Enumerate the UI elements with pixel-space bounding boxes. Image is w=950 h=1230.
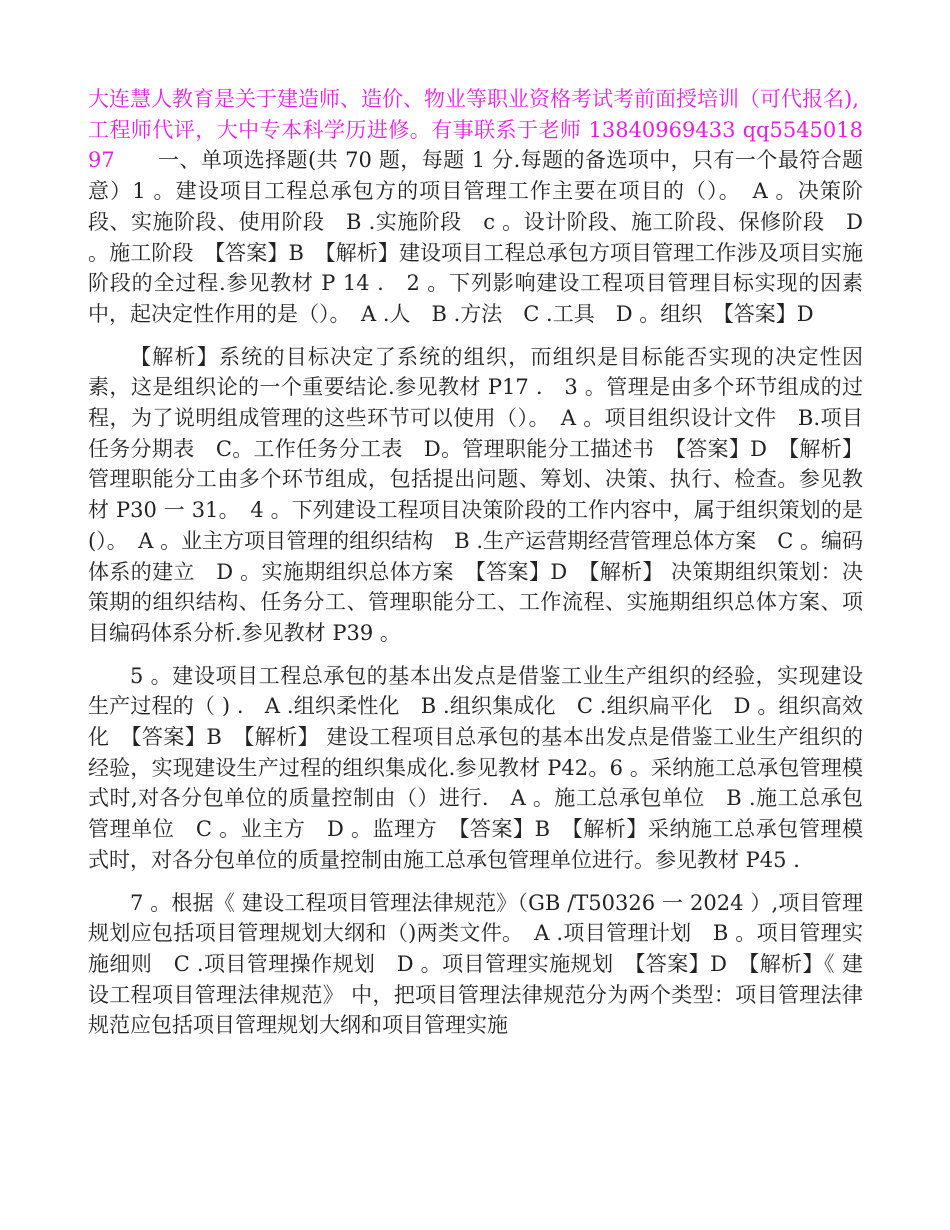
question-paragraph-2: 【解析】系统的目标决定了系统的组织，而组织是目标能否实现的决定性因素，这是组织论的一个重要结论.参见教材 P17 . 3 。管理是由多个环节组成的过程，为了说明组成管理的这些环节可以使用（）。 A 。项目组织设计文件 B.项目任务分期表 C。工作任务分工表 D。管理职能分工描述书 【答案】D 【解析】管理职能分工由多个环节组成，包括提出问题、筹划、决策、执行、检查。参见教材 P30 一 31。 4 。下列建设工程项目决策阶段的工作内容中，属于组织策划的是(）。 A 。业主方项目管理的组织结构 B .生产运营期经营管理总体方案 C 。编码体系的建立 D 。实施期组织总体方案 【答案】D 【解析】 决策期组织策划：决策期的组织结构、任务分工、管理职能分工、工作流程、实施期组织总体方案、项目编码体系分析.参见教材 P39 。	[88, 344, 863, 645]
intro-paragraph	[88, 84, 863, 330]
ad-line-1: 大连慧人教育是关于建造师、造价、物业等职业资格考试考前面授培训（可代报名),	[88, 87, 859, 111]
question-paragraph-3: 5 。建设项目工程总承包的基本出发点是借鉴工业生产组织的经验，实现建设生产过程的（ ) . A .组织柔性化 B .组织集成化 C .组织扁平化 D 。组织高效化 【答案】B 【解析】 建设工程项目总承包的基本出发点是借鉴工业生产组织的经验，实现建设生产过程的组织集成化.参见教材 P42。6 。采纳施工总承包管理模式时,对各分包单位的质量控制由（）进行. A 。施工总承包单位 B .施工总承包管理单位 C 。业主方 D 。监理方 【答案】B 【解析】采纳施工总承包管理模式时，对各分包单位的质量控制由施工总承包管理单位进行。参见教材 P45 .	[88, 663, 863, 872]
document-page	[88, 84, 863, 1041]
question-text-1: 一、单项选择题(共 70 题，每题 1 分.每题的备选项中，只有一个最符合题意）1 。建设项目工程总承包方的项目管理工作主要在项目的（）。 A 。决策阶段、实施阶段、使用阶段 B .实施阶段 c 。设计阶段、施工阶段、保修阶段 D 。施工阶段 【答案】B 【解析】建设项目工程总承包方项目管理工作涉及项目实施阶段的全过程.参见教材 P 14 . 2 。下列影响建设工程项目管理目标实现的因素中，起决定性作用的是（）。 A .人 B .方法 C .工具 D 。组织 【答案】D	[88, 148, 863, 326]
question-paragraph-4: 7 。根据《 建设工程项目管理法律规范》（GB /T50326 一 2024 ）,项目管理规划应包括项目管理规划大纲和（)两类文件。 A .项目管理计划 B 。项目管理实施细则 C .项目管理操作规划 D 。项目管理实施规划 【答案】D 【解析】《 建设工程项目管理法律规范》 中，把项目管理法律规范分为两个类型：项目管理法律规范应包括项目管理规划大纲和项目管理实施	[88, 890, 863, 1038]
ad-line-2: 工程师代评，大中专本科学历进修。有事联系于老师 13840969433 qq554501897	[88, 117, 863, 173]
